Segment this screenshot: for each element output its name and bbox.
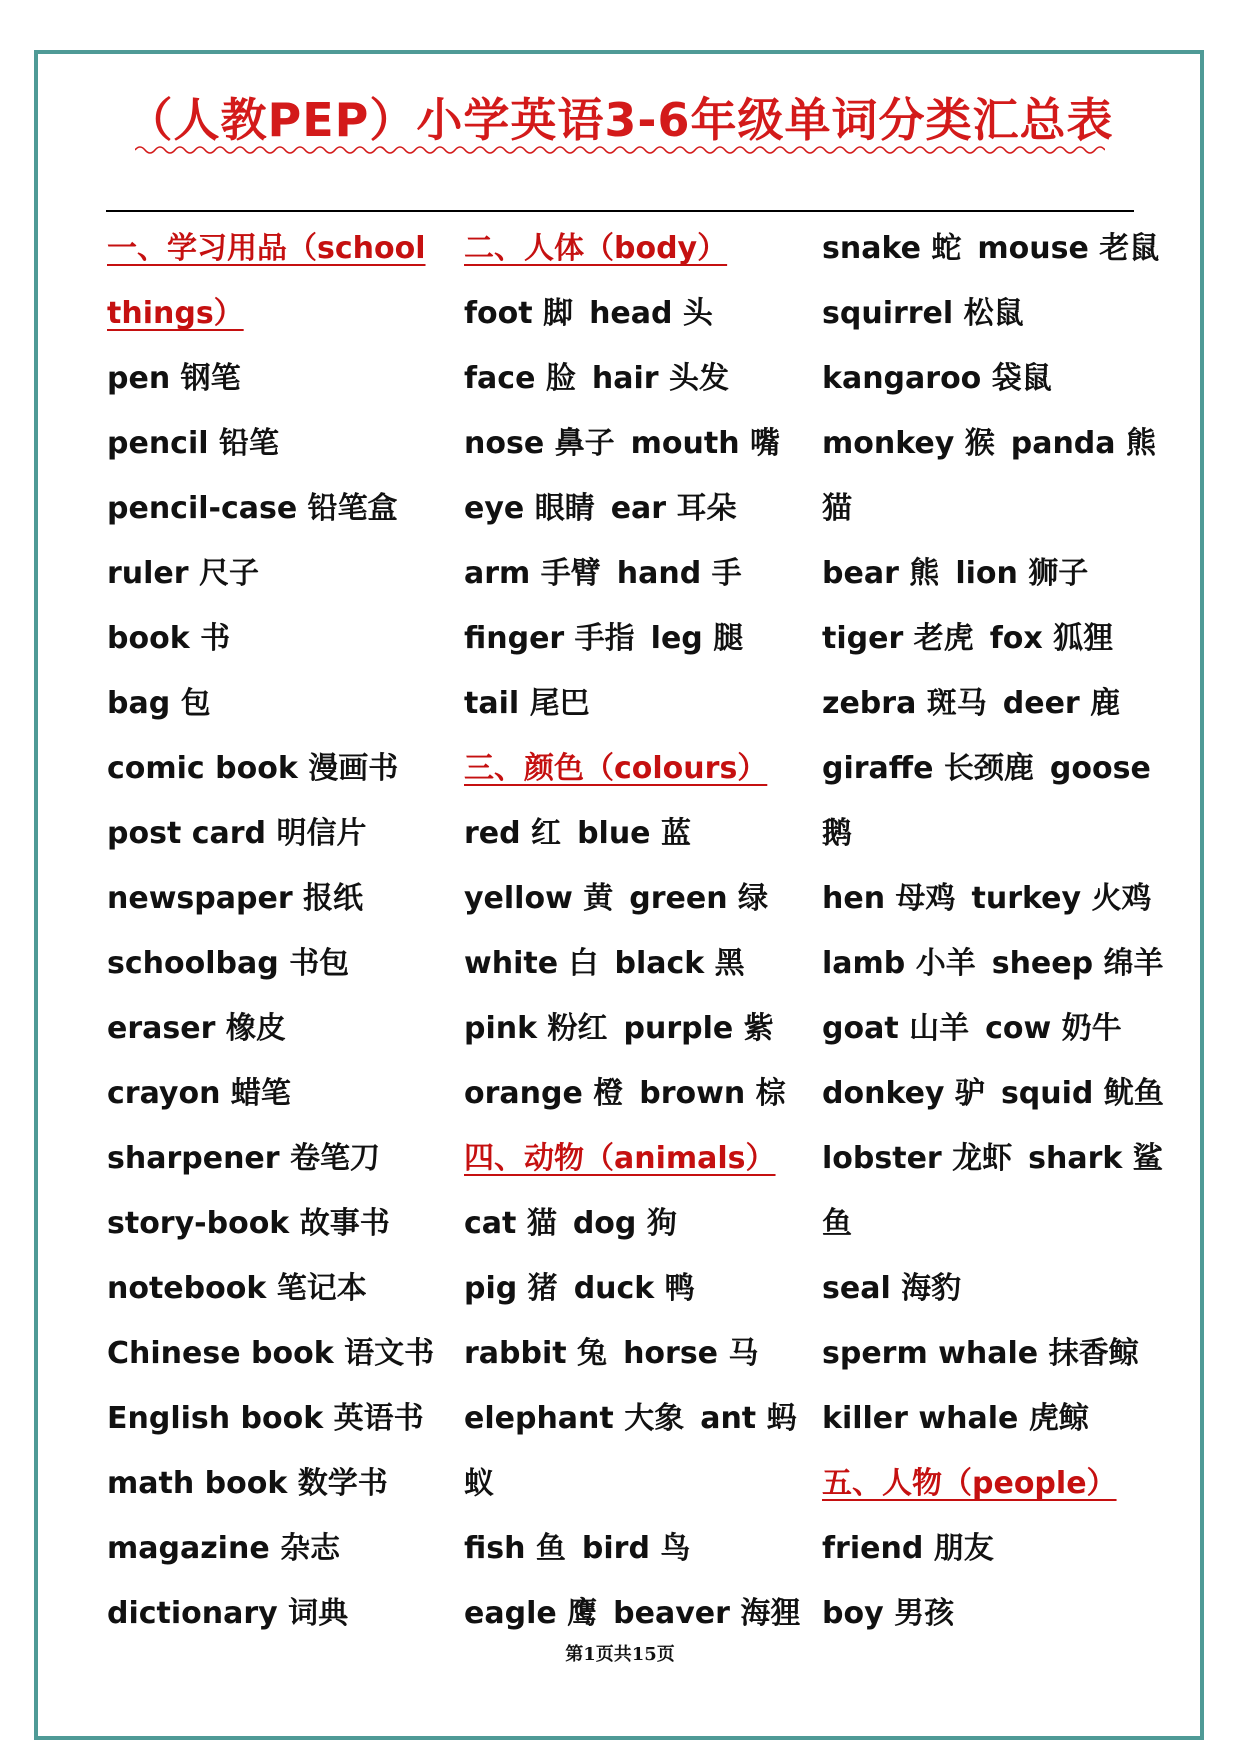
vocab-row: [464, 281, 804, 346]
vocab-row: [464, 476, 804, 541]
vocab-row: [464, 1451, 804, 1516]
vocab-entry: beaver 海狸: [613, 1596, 801, 1631]
vocab-entry: pink 粉红: [464, 1011, 608, 1046]
vocab-entry: goose: [1049, 751, 1151, 786]
vocab-row: [107, 866, 447, 931]
vocab-entry: black 黑: [614, 946, 745, 981]
vocab-row: [464, 1321, 804, 1386]
vocab-row: [107, 1581, 447, 1646]
vocab-row: [464, 1516, 804, 1581]
section-heading-text: 四、动物（animals）: [464, 1141, 776, 1176]
vocab-entry: ruler 尺子: [107, 556, 260, 591]
vocab-entry: comic book 漫画书: [107, 751, 399, 786]
vocab-row: [107, 411, 447, 476]
vocab-entry: schoolbag 书包: [107, 946, 350, 981]
vocab-entry: squid 鱿鱼: [1000, 1076, 1164, 1111]
vocab-entry: turkey 火鸡: [971, 881, 1152, 916]
vocab-row: [464, 866, 804, 931]
section-heading-text: things）: [107, 296, 244, 331]
title-wavy-underline: [135, 143, 1105, 157]
vocab-row: [464, 606, 804, 671]
vocab-row: [464, 1256, 804, 1321]
vocab-entry: purple 紫: [623, 1011, 774, 1046]
vocab-row: [464, 411, 804, 476]
vocab-row: [822, 476, 1162, 541]
page-title: （人教PEP）小学英语3-6年级单词分类汇总表: [126, 93, 1114, 147]
vocab-entry: foot 脚: [464, 296, 574, 331]
vocab-entry: 鹅: [822, 816, 852, 851]
vocab-entry: pig 猪: [464, 1271, 558, 1306]
vocab-entry: monkey 猴: [822, 426, 995, 461]
vocab-row: [107, 736, 447, 801]
vocab-row: [107, 606, 447, 671]
vocab-entry: hand 手: [616, 556, 742, 591]
vocab-entry: dog 狗: [572, 1206, 677, 1241]
vocab-entry: squirrel 松鼠: [822, 296, 1024, 331]
vocab-row: [107, 671, 447, 736]
vocab-row: [822, 541, 1162, 606]
vocab-row: [822, 671, 1162, 736]
vocab-entry: lamb 小羊: [822, 946, 976, 981]
section-heading: [107, 216, 447, 281]
vocab-row: [822, 736, 1162, 801]
vocab-row: [464, 1061, 804, 1126]
vocab-row: [464, 1386, 804, 1451]
vocab-entry: blue 蓝: [577, 816, 691, 851]
vocab-entry: sharpener 卷笔刀: [107, 1141, 381, 1176]
vocab-entry: horse 马: [623, 1336, 759, 1371]
vocab-entry: tail 尾巴: [464, 686, 590, 721]
vocab-row: [822, 1256, 1162, 1321]
vocab-entry: crayon 蜡笔: [107, 1076, 291, 1111]
vocab-entry: lobster 龙虾: [822, 1141, 1013, 1176]
vocab-row: [822, 866, 1162, 931]
vocab-entry: sperm whale 抹香鲸: [822, 1336, 1139, 1371]
vocab-row: [822, 346, 1162, 411]
vocab-entry: ant 蚂: [700, 1401, 797, 1436]
vocab-entry: 猫: [822, 491, 852, 526]
vocab-row: [464, 541, 804, 606]
vocab-entry: leg 腿: [650, 621, 744, 656]
vocab-entry: cat 猫: [464, 1206, 557, 1241]
vocab-entry: story-book 故事书: [107, 1206, 390, 1241]
vocab-entry: seal 海豹: [822, 1271, 962, 1306]
vocab-entry: duck 鸭: [573, 1271, 695, 1306]
vocab-entry: bag 包: [107, 686, 211, 721]
vocab-row: [107, 801, 447, 866]
section-heading-text: 三、颜色（colours）: [464, 751, 768, 786]
vocab-row: [822, 216, 1162, 281]
section-heading-text: 一、学习用品（school: [107, 231, 426, 266]
vocab-row: [107, 1126, 447, 1191]
vocab-row: [107, 346, 447, 411]
vocab-entry: deer 鹿: [1002, 686, 1121, 721]
vocab-entry: rabbit 兔: [464, 1336, 608, 1371]
vocab-entry: magazine 杂志: [107, 1531, 341, 1566]
section-heading: [464, 1126, 804, 1191]
vocab-entry: newspaper 报纸: [107, 881, 364, 916]
vocab-entry: sheep 绵羊: [991, 946, 1164, 981]
vocab-entry: eagle 鹰: [464, 1596, 598, 1631]
vocab-entry: post card 明信片: [107, 816, 367, 851]
vocab-entry: hair 头发: [591, 361, 729, 396]
section-heading: [464, 736, 804, 801]
section-heading: [107, 281, 447, 346]
vocab-entry: 蚁: [464, 1466, 494, 1501]
vocab-row: [107, 1386, 447, 1451]
vocab-entry: orange 橙: [464, 1076, 624, 1111]
vocab-entry: bear 熊: [822, 556, 940, 591]
vocab-row: [822, 281, 1162, 346]
vocab-entry: notebook 笔记本: [107, 1271, 367, 1306]
vocab-entry: snake 蛇: [822, 231, 962, 266]
vocab-entry: pencil-case 铅笔盒: [107, 491, 398, 526]
vocab-row: [464, 931, 804, 996]
vocab-entry: white 白: [464, 946, 599, 981]
vocab-row: [822, 1516, 1162, 1581]
vocab-row: [107, 1516, 447, 1581]
vocab-entry: panda 熊: [1010, 426, 1156, 461]
vocab-entry: giraffe 长颈鹿: [822, 751, 1034, 786]
vocab-entry: Chinese book 语文书: [107, 1336, 435, 1371]
vocab-entry: friend 朋友: [822, 1531, 994, 1566]
vocab-entry: hen 母鸡: [822, 881, 956, 916]
vocab-entry: lion 狮子: [955, 556, 1089, 591]
vocab-row: [107, 1321, 447, 1386]
vocab-entry: eye 眼睛: [464, 491, 595, 526]
word-column-2: [464, 216, 804, 1646]
vocab-entry: donkey 驴: [822, 1076, 985, 1111]
vocab-row: [822, 1061, 1162, 1126]
vocab-row: [107, 931, 447, 996]
vocab-row: [107, 1191, 447, 1256]
vocab-row: [107, 1451, 447, 1516]
vocab-entry: boy 男孩: [822, 1596, 955, 1631]
word-column-1: [107, 216, 447, 1646]
vocab-entry: finger 手指: [464, 621, 635, 656]
section-heading: [464, 216, 804, 281]
section-heading-text: 二、人体（body）: [464, 231, 728, 266]
vocab-row: [107, 1256, 447, 1321]
vocab-row: [107, 996, 447, 1061]
vocab-entry: tiger 老虎: [822, 621, 974, 656]
vocab-entry: eraser 橡皮: [107, 1011, 286, 1046]
vocab-entry: bird 鸟: [581, 1531, 691, 1566]
page-number: 第1页共15页: [565, 1644, 675, 1665]
vocab-row: [822, 1126, 1162, 1191]
vocab-row: [464, 1581, 804, 1646]
vocab-entry: book 书: [107, 621, 231, 656]
vocab-entry: cow 奶牛: [985, 1011, 1122, 1046]
vocab-entry: elephant 大象: [464, 1401, 685, 1436]
vocab-entry: ear 耳朵: [610, 491, 737, 526]
vocab-row: [107, 1061, 447, 1126]
header-divider: [106, 210, 1134, 212]
vocab-row: [822, 1386, 1162, 1451]
vocab-row: [822, 996, 1162, 1061]
vocab-row: [822, 411, 1162, 476]
vocab-entry: head 头: [589, 296, 713, 331]
vocab-entry: 鱼: [822, 1206, 852, 1241]
vocab-row: [464, 346, 804, 411]
vocab-entry: pencil 铅笔: [107, 426, 279, 461]
word-column-3: [822, 216, 1162, 1646]
vocab-row: [822, 1321, 1162, 1386]
vocab-row: [822, 1581, 1162, 1646]
vocab-row: [464, 996, 804, 1061]
vocab-entry: mouth 嘴: [630, 426, 780, 461]
vocab-entry: zebra 斑马: [822, 686, 987, 721]
vocab-entry: shark 鲨: [1028, 1141, 1163, 1176]
vocab-entry: goat 山羊: [822, 1011, 970, 1046]
vocab-row: [464, 801, 804, 866]
vocab-row: [822, 931, 1162, 996]
vocab-row: [822, 606, 1162, 671]
vocab-entry: red 红: [464, 816, 562, 851]
vocab-row: [107, 476, 447, 541]
vocab-row: [464, 671, 804, 736]
vocab-row: [822, 801, 1162, 866]
vocab-entry: brown 棕: [639, 1076, 786, 1111]
vocab-entry: fox 狐狸: [989, 621, 1114, 656]
vocab-entry: fish 鱼: [464, 1531, 566, 1566]
vocab-entry: dictionary 词典: [107, 1596, 349, 1631]
section-heading: [822, 1451, 1162, 1516]
vocab-row: [822, 1191, 1162, 1256]
vocab-row: [107, 541, 447, 606]
vocab-entry: nose 鼻子: [464, 426, 615, 461]
vocab-entry: mouse 老鼠: [977, 231, 1160, 266]
section-heading-text: 五、人物（people）: [822, 1466, 1117, 1501]
vocab-entry: killer whale 虎鲸: [822, 1401, 1089, 1436]
vocab-entry: face 脸: [464, 361, 576, 396]
vocab-entry: yellow 黄: [464, 881, 614, 916]
vocab-entry: math book 数学书: [107, 1466, 388, 1501]
vocab-entry: English book 英语书: [107, 1401, 424, 1436]
vocab-row: [464, 1191, 804, 1256]
vocab-entry: kangaroo 袋鼠: [822, 361, 1052, 396]
vocab-entry: green 绿: [629, 881, 769, 916]
vocab-entry: arm 手臂: [464, 556, 601, 591]
vocab-entry: pen 钢笔: [107, 361, 241, 396]
